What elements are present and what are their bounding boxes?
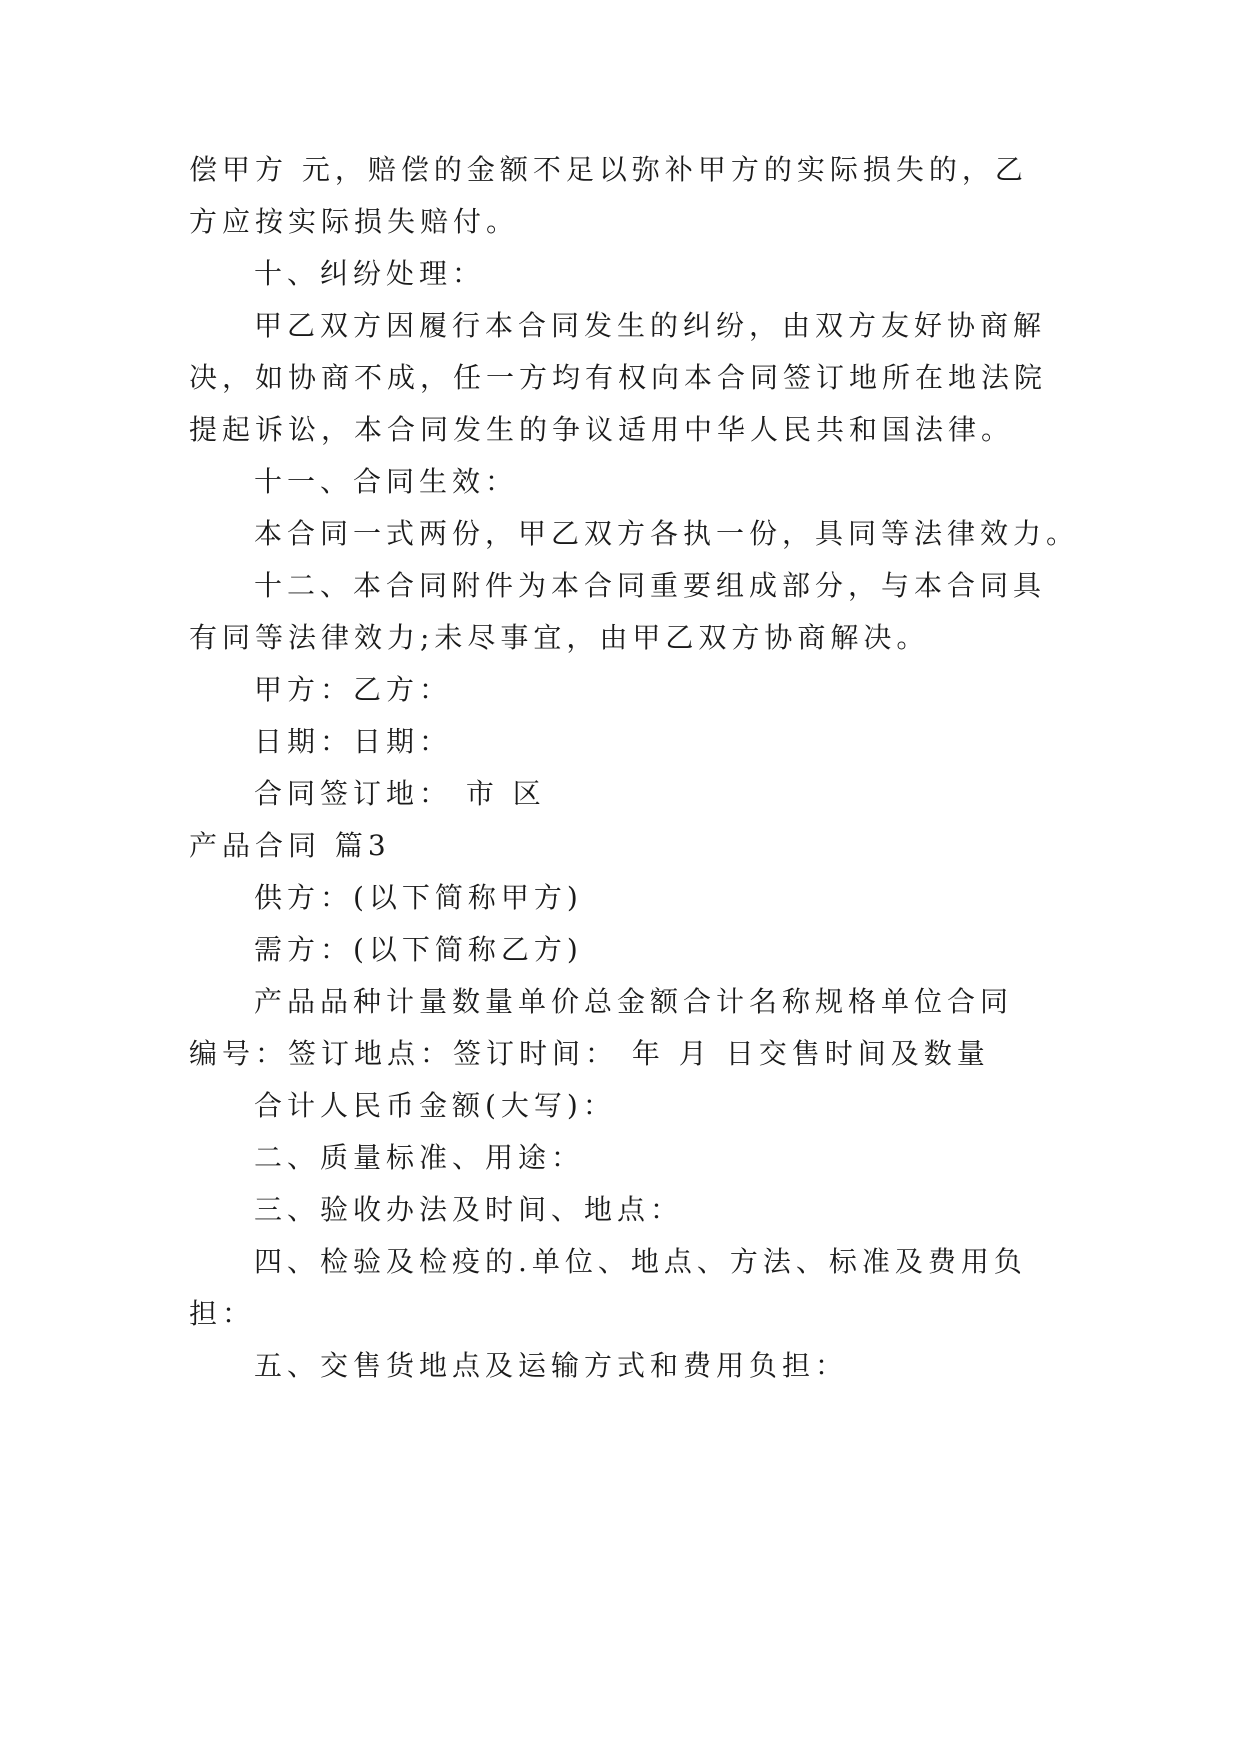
signature-parties: 甲方：乙方： xyxy=(254,673,453,706)
text-line-2: 方应按实际损失赔付。 xyxy=(189,205,520,238)
section-heading-12: 十二、本合同附件为本合同重要组成部分，与本合同具 xyxy=(254,569,1047,602)
text-line-6: 提起诉讼，本合同发生的争议适用中华人民共和国法律。 xyxy=(189,413,1015,446)
section-heading-3: 三、验收办法及时间、地点： xyxy=(254,1193,684,1226)
text-line-8: 本合同一式两份，甲乙双方各执一份，具同等法律效力。 xyxy=(254,517,1080,550)
text-line-5: 决，如协商不成，任一方均有权向本合同签订地所在地法院 xyxy=(189,361,1048,394)
text-line-1: 偿甲方 元，赔偿的金额不足以弥补甲方的实际损失的，乙 xyxy=(189,153,1028,186)
text-line-10: 有同等法律效力;未尽事宜，由甲乙双方协商解决。 xyxy=(189,621,930,654)
text-line-4: 甲乙双方因履行本合同发生的纠纷，由双方友好协商解 xyxy=(254,309,1047,342)
section-heading-2: 二、质量标准、用途： xyxy=(254,1141,585,1174)
signature-dates: 日期：日期： xyxy=(254,725,453,758)
total-amount-line: 合计人民币金额(大写)： xyxy=(254,1089,616,1122)
signing-place: 合同签订地： 市 区 xyxy=(254,777,546,810)
text-line-17: 产品品种计量数量单价总金额合计名称规格单位合同 xyxy=(254,985,1014,1018)
supplier-line: 供方：(以下简称甲方) xyxy=(254,881,583,914)
contract-title-3: 产品合同 篇3 xyxy=(189,829,391,862)
text-line-18: 编号：签订地点：签订时间： 年 月 日交售时间及数量 xyxy=(189,1037,990,1070)
buyer-line: 需方：(以下简称乙方) xyxy=(254,933,583,966)
section-heading-10: 十、纠纷处理： xyxy=(254,257,486,290)
text-line-23: 担： xyxy=(189,1297,256,1330)
section-heading-11: 十一、合同生效： xyxy=(254,465,519,498)
section-heading-5: 五、交售货地点及运输方式和费用负担： xyxy=(254,1349,849,1382)
section-heading-4: 四、检验及检疫的.单位、地点、方法、标准及费用负 xyxy=(254,1245,1027,1278)
